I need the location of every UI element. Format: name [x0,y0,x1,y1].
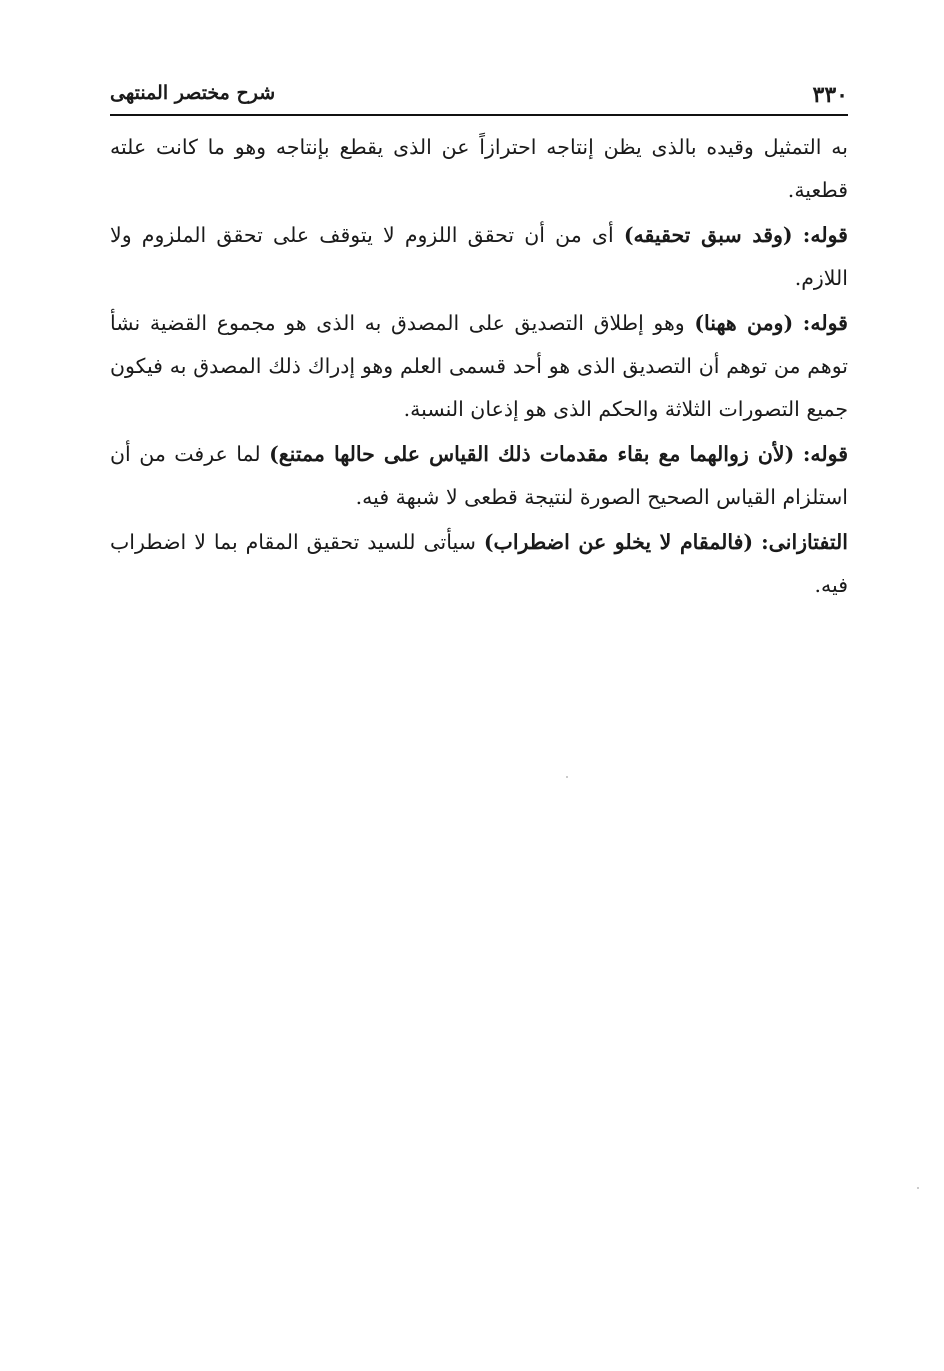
paragraph-text: لما عرفت من أن استلزام القياس الصحيح الصورة لنتيجة قطعى لا شبهة فيه. [110,442,848,509]
scan-speck [566,776,568,778]
book-title: شرح مختصر المنتهى [110,82,276,104]
paragraph-lead: التفتازانى: [761,530,848,554]
paragraph-lead: قوله: [802,442,849,466]
header-rule [110,114,848,116]
paragraph-text: به التمثيل وقيده بالذى يظن إنتاجه احترازاً عن الذى يقطع بإنتاجه وهو ما كانت علته قطعية. [110,135,848,202]
quoted-phrase: (ومن ههنا) [694,311,794,335]
quoted-phrase: (وقد سبق تحقيقه) [623,223,793,247]
paragraph-5 [110,521,848,607]
paragraph-text: سيأتى للسيد تحقيق المقام بما لا اضطراب فيه. [110,530,848,597]
scan-speck [917,1187,919,1189]
quoted-phrase: (فالمقام لا يخلو عن اضطراب) [483,530,754,554]
paragraph-lead: قوله: [802,311,848,335]
paragraph-text: وهو إطلاق التصديق على المصدق به الذى هو مجموع القضية نشأ توهم من توهم أن التصديق الذى هو أحد قسمى العلم وهو إدراك ذلك المصدق به فيكون جميع التصورات الثلاثة والحكم الذى هو إذعان النسبة. [110,311,848,421]
paragraph-1 [110,126,848,212]
paragraph-text: أى من أن تحقق اللزوم لا يتوقف على تحقق الملزوم ولا اللازم. [110,223,848,290]
quoted-phrase: (لأن زوالهما مع بقاء مقدمات ذلك القياس على حالها ممتنع) [269,442,795,466]
paragraph-lead: قوله: [802,223,848,247]
paragraph-2 [110,214,848,300]
running-header [110,80,848,110]
page-number: ٣٣٠ [812,82,848,108]
paragraph-3 [110,302,848,431]
body-text [110,126,848,607]
paragraph-4 [110,433,848,519]
